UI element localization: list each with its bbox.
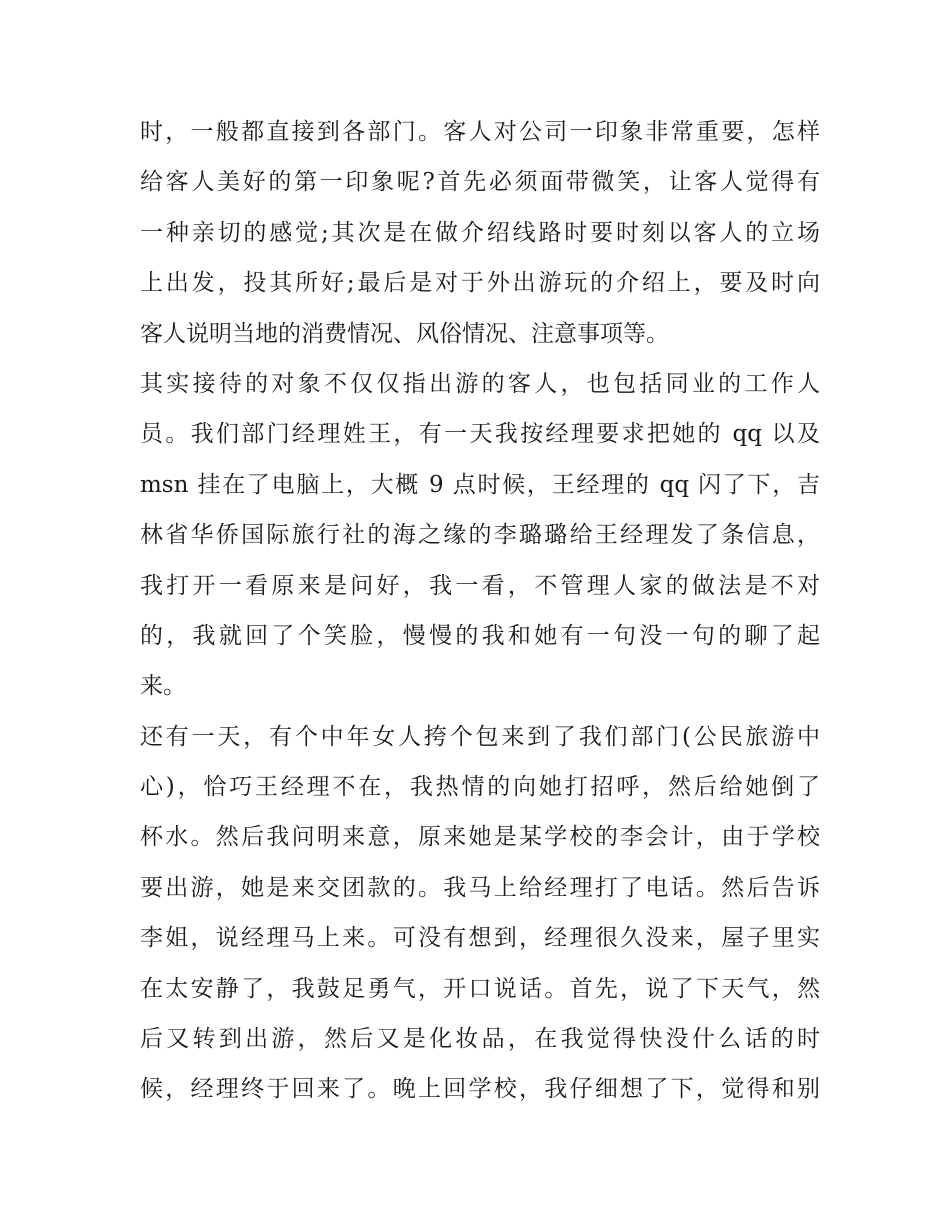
text-line: 其实接待的对象不仅仅指出游的客人，也包括同业的工作人 xyxy=(140,370,820,397)
text-line: 杯水。然后我问明来意，原来她是某学校的李会计，由于学校 xyxy=(140,824,820,851)
text-line: 还有一天，有个中年女人挎个包来到了我们部门(公民旅游中 xyxy=(140,723,820,750)
text-line: 给客人美好的第一印象呢?首先必须面带微笑，让客人觉得有 xyxy=(140,169,820,196)
text-line: msn 挂在了电脑上，大概 9 点时候，王经理的 qq 闪了下，吉 xyxy=(140,471,820,498)
paragraph-2 xyxy=(140,359,820,712)
paragraph-1 xyxy=(140,107,820,359)
document-body xyxy=(140,107,820,1115)
text-line: 我打开一看原来是问好，我一看，不管理人家的做法是不对 xyxy=(140,572,820,599)
text-line: 一种亲切的感觉;其次是在做介绍线路时要时刻以客人的立场 xyxy=(140,219,820,246)
text-line: 心)，恰巧王经理不在，我热情的向她打招呼，然后给她倒了 xyxy=(140,774,820,801)
text-line: 来。 xyxy=(140,673,186,700)
text-line: 要出游，她是来交团款的。我马上给经理打了电话。然后告诉 xyxy=(140,874,820,901)
text-line: 在太安静了，我鼓足勇气，开口说话。首先，说了下天气，然 xyxy=(140,975,820,1002)
text-line: 时，一般都直接到各部门。客人对公司一印象非常重要，怎样 xyxy=(140,119,820,145)
text-line: 客人说明当地的消费情况、风俗情况、注意事项等。 xyxy=(140,320,669,347)
text-line: 的，我就回了个笑脸，慢慢的我和她有一句没一句的聊了起 xyxy=(140,622,820,649)
paragraph-3 xyxy=(140,712,820,1115)
text-line: 候，经理终于回来了。晚上回学校，我仔细想了下，觉得和别 xyxy=(140,1076,820,1103)
text-line: 林省华侨国际旅行社的海之缘的李璐璐给王经理发了条信息， xyxy=(140,522,820,549)
text-line: 上出发，投其所好;最后是对于外出游玩的介绍上，要及时向 xyxy=(140,270,820,297)
text-line: 员。我们部门经理姓王，有一天我按经理要求把她的 qq 以及 xyxy=(140,421,820,448)
text-line: 后又转到出游，然后又是化妆品，在我觉得快没什么话的时 xyxy=(140,1026,820,1053)
text-line: 李姐，说经理马上来。可没有想到，经理很久没来，屋子里实 xyxy=(140,925,820,952)
